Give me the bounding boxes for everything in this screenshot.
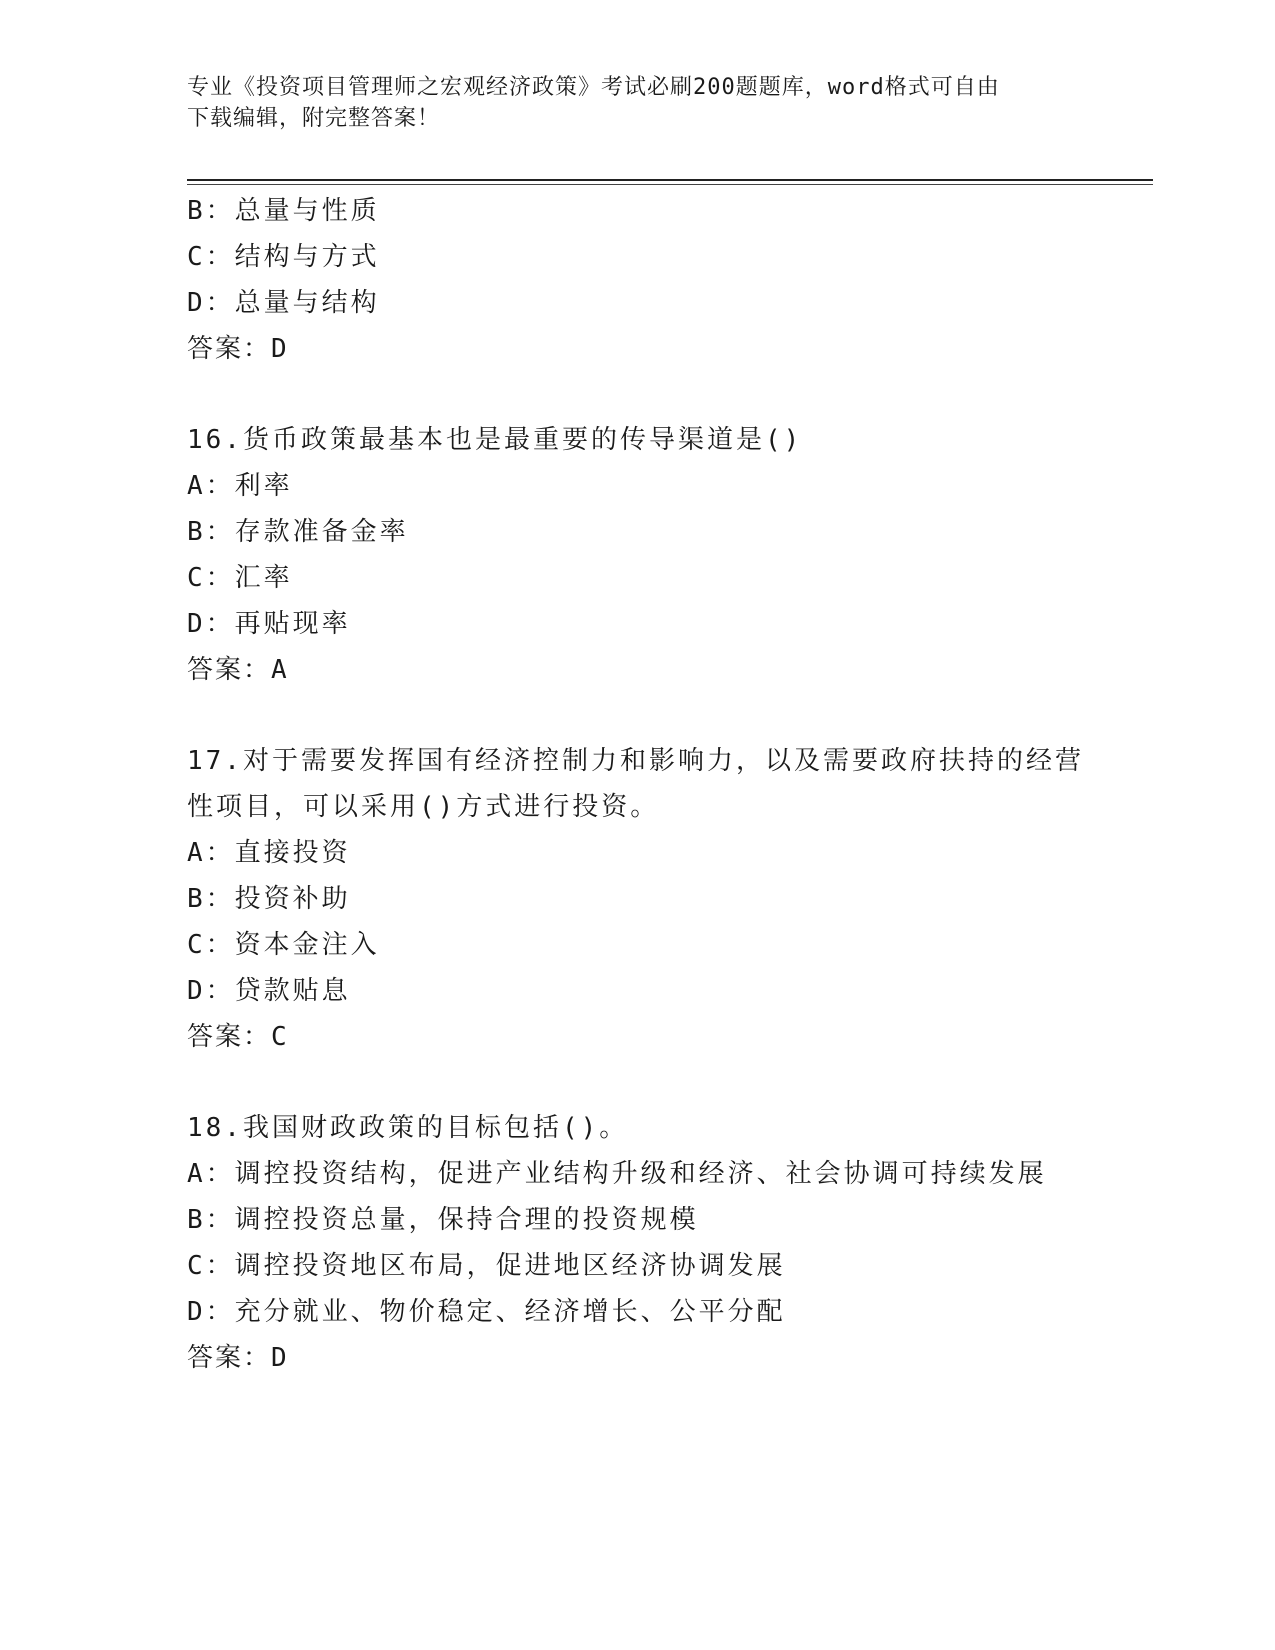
answer-value: D — [271, 1343, 289, 1373]
option-b: B：总量与性质 — [187, 196, 380, 226]
answer-line — [187, 647, 1087, 693]
option-d: D：总量与结构 — [187, 288, 380, 318]
question-16 — [187, 417, 1087, 693]
answer-label: 答案： — [187, 1022, 272, 1052]
option-a: A：调控投资结构，促进产业结构升级和经济、社会协调可持续发展 — [187, 1159, 1047, 1189]
answer-value: A — [271, 655, 289, 685]
question-stem-continued: 性项目，可以采用()方式进行投资。 — [187, 792, 660, 822]
option-c: C：结构与方式 — [187, 242, 380, 272]
question-continued — [187, 188, 1087, 372]
answer-line — [187, 1335, 1087, 1381]
answer-line — [187, 1014, 1087, 1060]
question-17 — [187, 738, 1087, 1060]
answer-label: 答案： — [187, 655, 272, 685]
header-divider-thick — [187, 179, 1153, 181]
answer-label: 答案： — [187, 334, 272, 364]
question-18 — [187, 1105, 1087, 1381]
option-d: D：充分就业、物价稳定、经济增长、公平分配 — [187, 1297, 786, 1327]
answer-value: C — [271, 1022, 289, 1052]
option-d: D：贷款贴息 — [187, 976, 351, 1006]
question-stem: 17.对于需要发挥国有经济控制力和影响力，以及需要政府扶持的经营 — [187, 746, 1084, 776]
option-b: B：存款准备金率 — [187, 517, 409, 547]
option-c: C：资本金注入 — [187, 930, 380, 960]
option-b: B：调控投资总量，保持合理的投资规模 — [187, 1205, 699, 1235]
option-a: A：利率 — [187, 471, 293, 501]
option-c: C：调控投资地区布局，促进地区经济协调发展 — [187, 1251, 786, 1281]
header-line-1: 专业《投资项目管理师之宏观经济政策》考试必刷200题题库，word格式可自由 — [187, 75, 1000, 100]
answer-label: 答案： — [187, 1343, 272, 1373]
option-c: C：汇率 — [187, 563, 293, 593]
answer-line — [187, 326, 1087, 372]
header-line-2: 下载编辑，附完整答案！ — [187, 106, 441, 131]
document-header — [187, 72, 1067, 134]
header-divider-thin — [187, 184, 1153, 185]
option-d: D：再贴现率 — [187, 609, 351, 639]
question-stem: 16.货币政策最基本也是最重要的传导渠道是() — [187, 425, 803, 455]
question-list — [187, 188, 1087, 1381]
option-b: B：投资补助 — [187, 884, 351, 914]
option-a: A：直接投资 — [187, 838, 351, 868]
answer-value: D — [271, 334, 289, 364]
question-stem: 18.我国财政政策的目标包括()。 — [187, 1113, 629, 1143]
